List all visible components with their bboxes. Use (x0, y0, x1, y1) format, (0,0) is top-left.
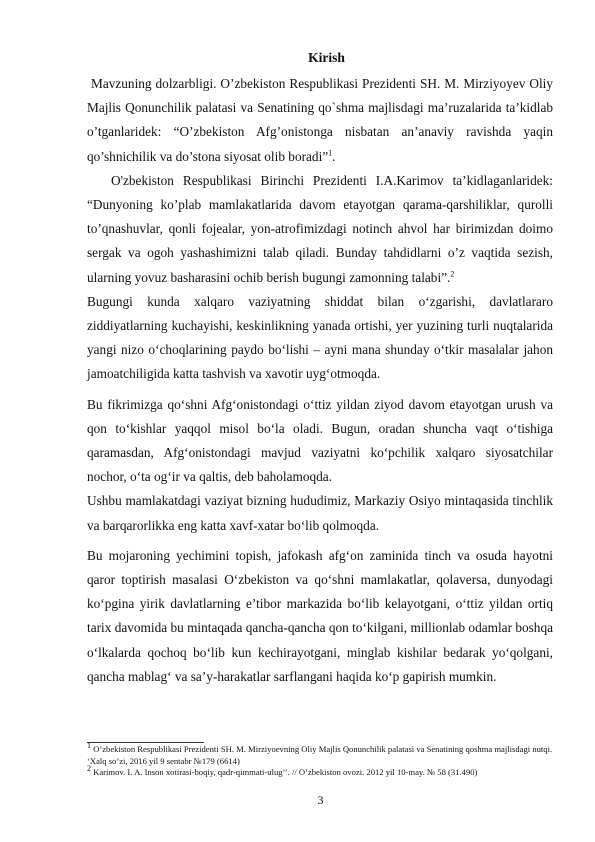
section-heading: Kirish (308, 50, 345, 65)
paragraph-karimov-quote (87, 169, 553, 290)
body-text (87, 72, 553, 689)
footnote-ref[interactable]: 1 (328, 148, 333, 158)
footnote-number: 2 (87, 764, 91, 774)
page-number: 3 (317, 793, 324, 807)
paragraph-relevance (87, 72, 553, 169)
footnote-number: 1 (87, 741, 91, 751)
paragraph-text: O'zbekiston Respublikasi Birinchi Prezidenti I.A.Karimov ta’kidlaganlaridek: “Dunyoning ko’plab mamlakatlarida davom etayotgan qarama-qarshiliklar, qurolli to’qnashuvlar, qonli fojealar, yon-atrofimizdagi notinch ahvol har birimizdan doimo sergak va ogoh yashashimizni talab qiladi. Bunday tahdidlarni o’z vaqtida sezish, ularning yovuz basharasini ochib berish bugungi zamonning talabi”. (87, 172, 553, 285)
footnote-ref[interactable]: 2 (450, 269, 455, 279)
footnote-text: O’zbekiston Respublikasi Prezidenti SH. M. Mirziyoevning Oliy Majlis Qonunchilik palatasi va Senatining qoshma majlisdagi nutqi. ‘Xalq so’zi, 2016 yil 9 sentabr №179 (6614) (87, 744, 553, 766)
paragraph-international-situation: Bugungi kunda xalqaro vaziyatning shiddat bilan o‘zgarishi, davlatlararo ziddiyatlarning kuchayishi, keskinlikning yanada ortishi, yer yuzining turli nuqtalarida yangi nizo o‘choqlarining paydo bo‘lishi – ayni mana shunday o‘tkir masalalar jahon jamoatchiligida katta tashvish va xavotir uyg‘otmoqda. (87, 293, 553, 382)
paragraph-tail: . (332, 148, 336, 164)
paragraph-afghanistan-war: Bu fikrimizga qo‘shni Afg‘onistondagi o‘ttiz yildan ziyod davom etayotgan urush va qon to‘kishlar yaqqol misol bo‘la oladi. Bugun, oradan shuncha vaqt o‘tishiga qaramasdan, Afg‘onistondagi mavjud vaziyatni ko‘pchilik xalqaro siyosatchilar nochor, o‘ta og‘ir va qaltis, deb baholamoqda. (87, 396, 553, 485)
paragraph-conflict-solution: Bu mojaroning yechimini topish, jafokash afg‘on zaminida tinch va osuda hayotni qaror toptirish masalasi O‘zbekiston va qo‘shni mamlakatlar, qolaversa, dunyodagi ko‘pgina yirik davlatlarning e’tibor markazida bo‘lib kelayotgani, o‘ttiz yildan ortiq tarix davomida bu mintaqada qancha-qancha qon to‘kilgani, millionlab odamlar boshqa o‘lkalarda qochoq bo‘lib kun kechirayotgani, minglab kishilar bedarak yo‘qolgani, qancha mablag‘ va sa’y-harakatlar sarflangani haqida ko‘p gapirish mumkin. (87, 547, 553, 684)
footnotes (87, 741, 553, 779)
paragraph-regional-threat: Ushbu mamlakatdagi vaziyat bizning hududimiz, Markaziy Osiyo mintaqasida tinchlik va barqarorlikka eng katta xavf-xatar bo‘lib qolmoqda. (87, 493, 553, 533)
paragraph-text: Mavzuning dolzarbligi. O’zbekiston Respublikasi Prezidenti SH. M. Mirziyoyev Oliy Majlis Qonunchilik palatasi va Senatining qo`shma majlisdagi ma’ruzalarida ta’kidlab o’tganlaridek: “O’zbekiston Afg’onistonga nisbatan an’anaviy ravishda yaqin qo’shnichilik va do’stona siyosat olib boradi” (87, 76, 553, 164)
footnote-text: Karimov. I. A. Inson xotirasi-boqiy, qadr-qimmati-ulug’’. // O’zbekiston ovozi. 2012 yil 10-may. № 58 (31.490) (91, 767, 478, 777)
footnote-item (87, 764, 553, 779)
footnote-item (87, 741, 553, 767)
footnote-divider (87, 742, 204, 743)
